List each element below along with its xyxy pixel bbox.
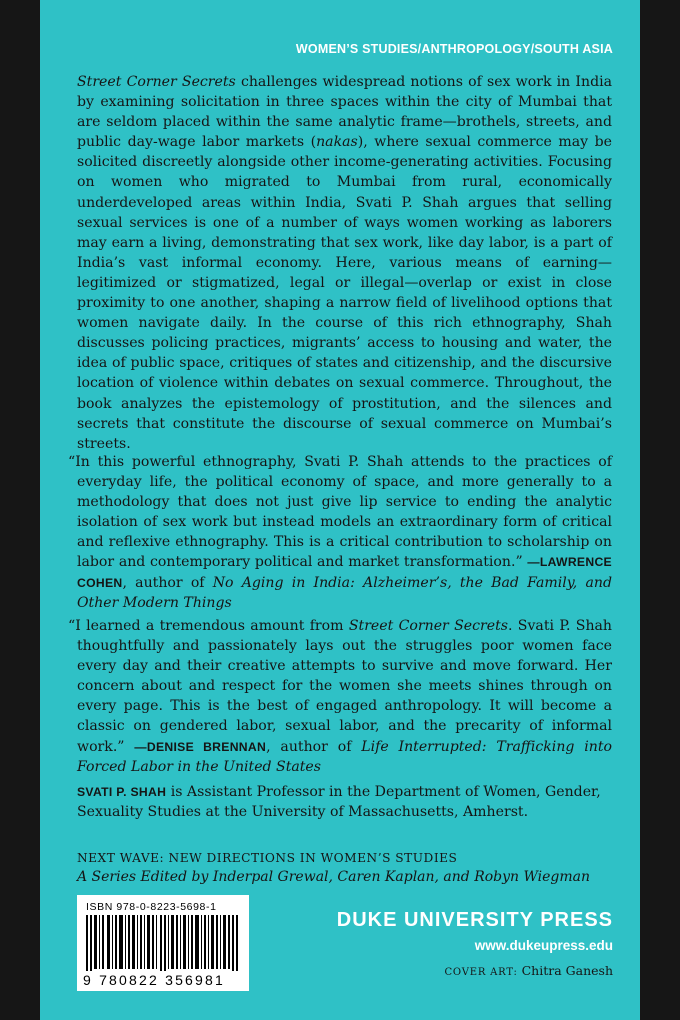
cover-art-credit xyxy=(444,963,613,978)
description-text-1: challenges widespread notions of sex work in India by examining solicitation in three spaces within the city of Mumbai that are seldom placed within the same analytic frame—brothels, streets, and public day-wage labor markets ( xyxy=(77,74,613,151)
back-cover xyxy=(40,0,640,1020)
author-of: , author of xyxy=(122,574,213,591)
book-description xyxy=(77,72,612,454)
author-book-title: Life Interrupted: Trafficking into Forced Labor in the United States xyxy=(77,738,612,775)
book-title: Street Corner Secrets xyxy=(77,74,236,90)
series-editors: A Series Edited by Inderpal Grewal, Caren Kaplan, and Robyn Wiegman xyxy=(77,869,591,885)
category-label: WOMEN’S STUDIES/ANTHROPOLOGY/SOUTH ASIA xyxy=(295,42,613,56)
author-bio xyxy=(77,782,612,822)
quote-text-before: “I learned a tremendous amount from xyxy=(68,618,349,634)
barcode-bars-icon xyxy=(86,915,240,971)
cover-artist: Chitra Ganesh xyxy=(521,963,613,978)
quote-text: “In this powerful ethnography, Svati P. Shah attends to the practices of everyday life, the political economy of space, and more generally to a methodology that does not just give lip service to ending the analytic isolation of sex work but instead models an extraordinary form of critical and reflexive ethnography. This is a critical contribution to scholarship on labor and contemporary political and market transformation.” xyxy=(68,454,612,571)
publisher-url[interactable]: www.dukeupress.edu xyxy=(474,938,613,953)
barcode-digits: 9 780822 356981 xyxy=(83,972,225,988)
description-text-2: ), where sexual commerce may be solicited discreetly alongside other income-generating activities. Focusing on women who migrated to Mumbai from rural, economically underdeveloped areas within India, Svati P. Shah argues that selling sexual services is one of a number of ways women working as laborers may earn a living, demonstrating that sex work, like day labor, is a part of India’s vast informal economy. Here, various means of earning—legitimized or stigmatized, legal or illegal—overlap or exist in close proximity to one another, shaping a narrow field of livelihood options that women navigate daily. In the course of this rich ethnography, Shah discusses policing practices, migrants’ access to housing and water, the idea of public space, critiques of states and citizenship, and the discursive location of violence within debates on sexual commerce. Throughout, the book analyzes the epistemology of prostitution, and the silences and secrets that constitute the discourse of sexual commerce on Mumbai’s streets. xyxy=(77,134,612,452)
isbn-barcode xyxy=(77,895,249,991)
author-name: SVATI P. SHAH xyxy=(77,785,167,799)
series-name: NEXT WAVE: NEW DIRECTIONS IN WOMEN’S STUDIES xyxy=(77,851,458,865)
cover-art-label: COVER ART: xyxy=(444,967,518,978)
quote-author: —LAWRENCE COHEN xyxy=(77,555,612,590)
nakas-term: nakas xyxy=(316,134,358,151)
quote-book-title: Street Corner Secrets xyxy=(348,618,508,634)
series-info xyxy=(77,849,617,887)
author-of: , author of xyxy=(266,738,362,755)
isbn-number: ISBN 978-0-8223-5698-1 xyxy=(86,901,217,913)
quote-author: —DENISE BRENNAN xyxy=(134,739,267,754)
publisher-name: DUKE UNIVERSITY PRESS xyxy=(336,909,613,931)
author-book-title: No Aging in India: Alzheimer’s, the Bad Family, and Other Modern Things xyxy=(77,574,612,611)
endorsement-brennan xyxy=(68,616,612,777)
quote-text: . Svati P. Shah thoughtfully and passionately lays out the struggles poor women face every day and their creative attempts to survive and move forward. Her concern about and respect for the women she meets shines through on every page. This is the best of engaged anthropology. It will become a classic on gendered labor, sexual labor, and the precarity of informal work.” xyxy=(77,618,612,755)
bio-text: is Assistant Professor in the Department of Women, Gender, Sexuality Studies at the University of Massachusetts, Amherst. xyxy=(77,784,601,821)
endorsement-cohen xyxy=(68,452,612,613)
